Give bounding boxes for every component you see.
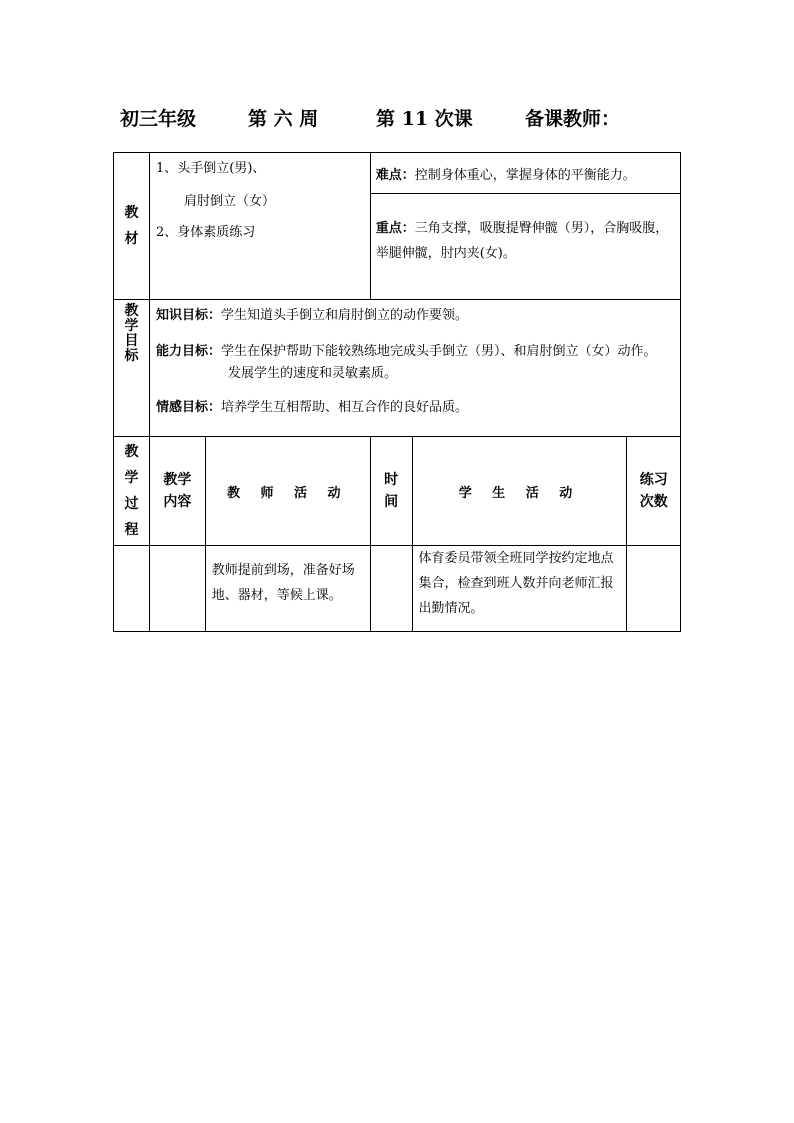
- process-label: 教 学 过 程: [114, 437, 150, 546]
- col-header-content: 教学 内容: [150, 437, 206, 546]
- col-header-student: 学 生 活 动: [412, 437, 627, 546]
- objectives-content: [150, 300, 681, 437]
- materials-content: [150, 153, 371, 300]
- process-row-label: [114, 546, 150, 632]
- col-header-teacher: 教 师 活 动: [205, 437, 370, 546]
- material-item-1b: 肩肘倒立（女）: [184, 194, 276, 209]
- material-item-1: 1、头手倒立(男)、: [156, 161, 266, 176]
- key-points-cell: [370, 194, 680, 300]
- lesson-number-label: 第 11 次课: [376, 108, 473, 130]
- difficulty-text: 控制身体重心，掌握身体的平衡能力。: [414, 167, 636, 183]
- key-points-text: 三角支撑，吸腹提臀伸髋（男），合胸吸腹，举腿伸髋，肘内夹(女)。: [375, 221, 669, 261]
- objectives-label: 教 学 目 标: [114, 300, 150, 437]
- process-row: [114, 546, 681, 632]
- key-points-label: 重点：: [375, 221, 415, 236]
- knowledge-objective: 知识目标：学生知道头手倒立和肩肘倒立的动作要领。: [156, 308, 469, 323]
- lesson-header: [0, 104, 794, 134]
- difficulty-label: 难点：: [375, 167, 415, 183]
- materials-row: [114, 153, 681, 194]
- emotion-objective: 情感目标：培养学生互相帮助、相互合作的良好品质。: [156, 400, 469, 415]
- week-label: 第 六 周: [248, 108, 319, 130]
- process-row-time: [370, 546, 412, 632]
- col-header-count: 练习 次数: [627, 437, 681, 546]
- process-header-row: [114, 437, 681, 546]
- difficulty-cell: [370, 153, 680, 194]
- objectives-row: [114, 300, 681, 437]
- process-row-content: [150, 546, 206, 632]
- lesson-plan-table: [113, 152, 681, 632]
- col-header-time: 时 间: [370, 437, 412, 546]
- teacher-label: 备课教师：: [525, 108, 621, 130]
- ability-objective: 能力目标：学生在保护帮助下能较熟练地完成头手倒立（男）、和肩肘倒立（女）动作。: [156, 344, 657, 359]
- process-row-count: [627, 546, 681, 632]
- process-row-student: 体育委员带领全班同学按约定地点集合，检查到班人数并向老师汇报出勤情况。: [412, 546, 627, 632]
- process-row-teacher: 教师提前到场，准备好场地、器材，等候上课。: [205, 546, 370, 632]
- materials-label: 教 材: [114, 153, 150, 300]
- grade-label: 初三年级: [120, 108, 197, 130]
- ability-objective-2: 发展学生的速度和灵敏素质。: [228, 366, 398, 381]
- material-item-2: 2、身体素质练习: [156, 225, 256, 240]
